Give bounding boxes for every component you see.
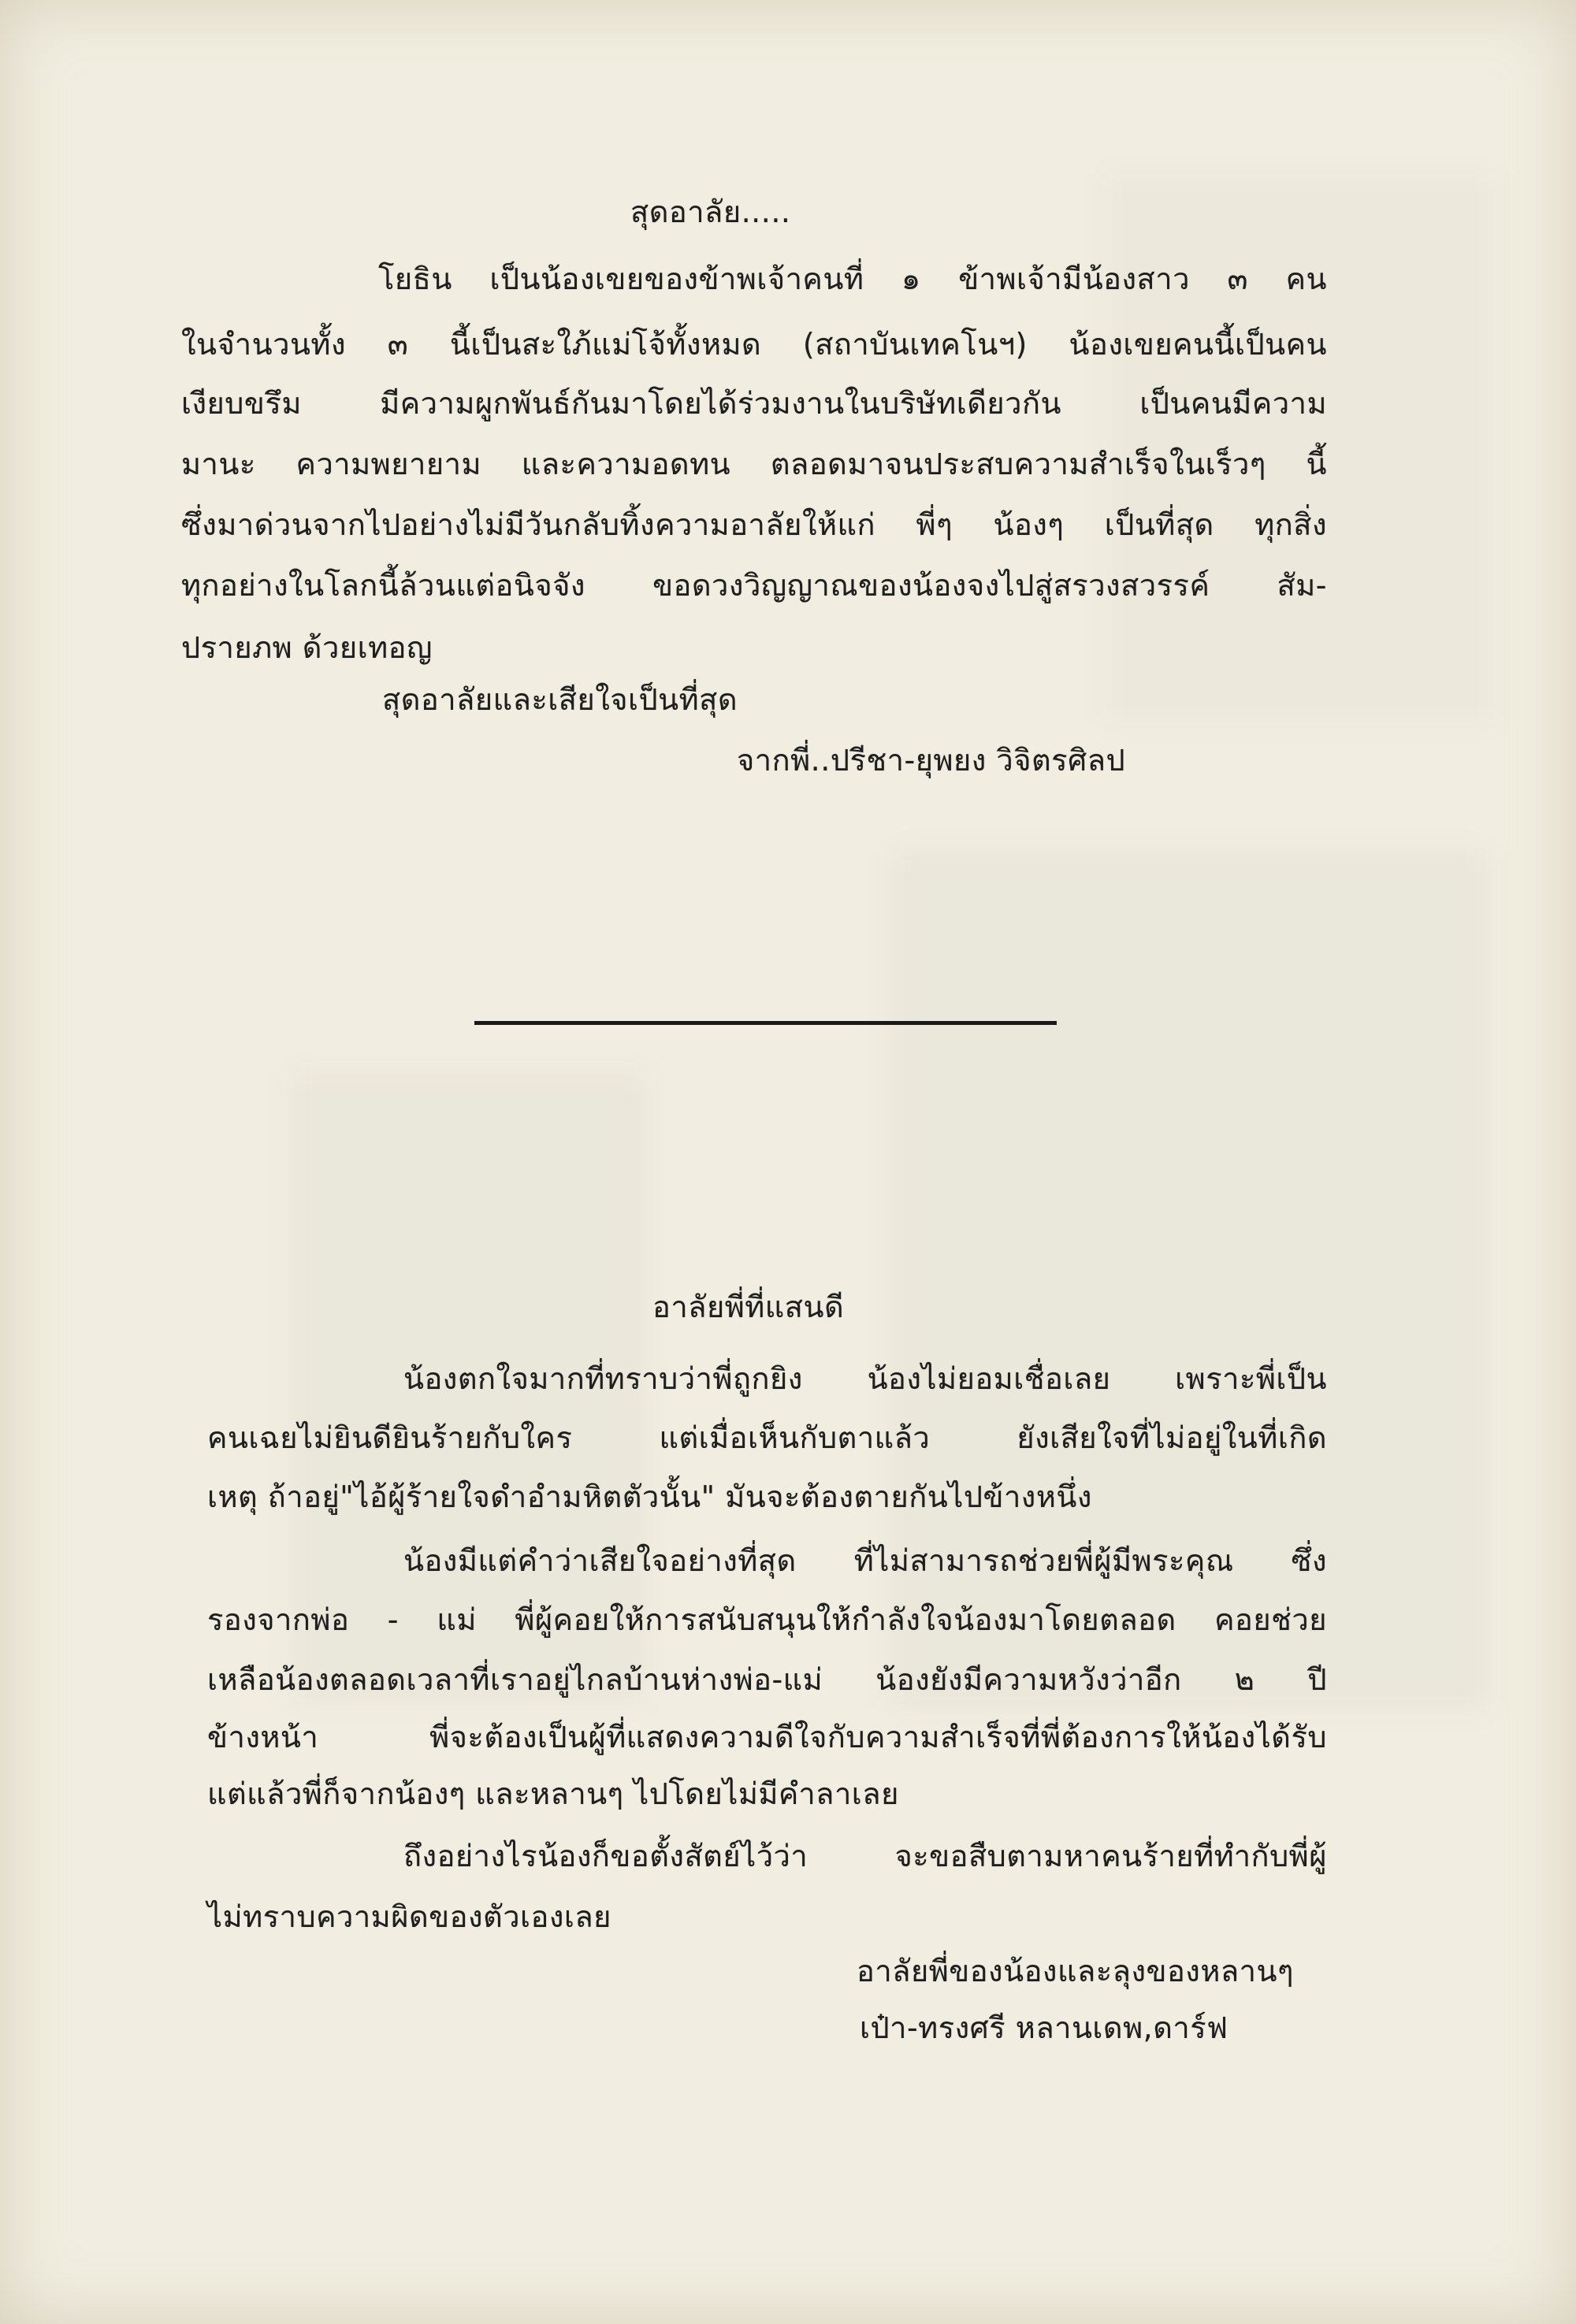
tribute-1-signature: จากพี่..ปรีชา-ยุพยง วิจิตรศิลป [737, 743, 1126, 778]
text-line: เงียบขรึม มีความผูกพันธ์กันมาโดยได้ร่วมงานในบริษัทเดียวกัน เป็นคนมีความ [181, 386, 1327, 421]
text-line: ในจำนวนทั้ง ๓ นี้เป็นสะใภ้แม่โจ้ทั้งหมด (สถาบันเทคโนฯ) น้องเขยคนนี้เป็นคน [181, 327, 1327, 362]
text-line: เหลือน้องตลอดเวลาที่เราอยู่ไกลบ้านห่างพ่อ-แม่ น้องยังมีความหวังว่าอีก ๒ ปี [207, 1662, 1327, 1697]
text-line: เหตุ ถ้าอยู่"ไอ้ผู้ร้ายใจดำอำมหิตตัวนั้น" มันจะต้องตายกันไปข้างหนึ่ง [207, 1479, 1092, 1514]
tribute-1-title: สุดอาลัย..... [630, 195, 791, 229]
text-line: มานะ ความพยายาม และความอดทน ตลอดมาจนประสบความสำเร็จในเร็วๆ นี้ [181, 447, 1327, 481]
text-line: ไม่ทราบความผิดของตัวเองเลย [207, 1899, 611, 1934]
section-divider [474, 1021, 1057, 1025]
text-line: คนเฉยไม่ยินดียินร้ายกับใคร แต่เมื่อเห็นกับตาแล้ว ยังเสียใจที่ไม่อยู่ในที่เกิด [207, 1420, 1327, 1455]
text-line: ถึงอย่างไรน้องก็ขอตั้งสัตย์ไว้ว่า จะขอสืบตามหาคนร้ายที่ทำกับพี่ผู้ [403, 1839, 1327, 1873]
text-line: แต่แล้วพี่ก็จากน้องๆ และหลานๆ ไปโดยไม่มีคำลาเลย [207, 1776, 899, 1811]
text-line: รองจากพ่อ - แม่ พี่ผู้คอยให้การสนับสนุนให้กำลังใจน้องมาโดยตลอด คอยช่วย [207, 1602, 1327, 1637]
text-line: น้องมีแต่คำว่าเสียใจอย่างที่สุด ที่ไม่สามารถช่วยพี่ผู้มีพระคุณ ซึ่ง [403, 1543, 1327, 1578]
tribute-1-closing: สุดอาลัยและเสียใจเป็นที่สุด [382, 682, 738, 717]
text-line: น้องตกใจมากที่ทราบว่าพี่ถูกยิง น้องไม่ยอมเชื่อเลย เพราะพี่เป็น [403, 1361, 1327, 1396]
text-line: ซึ่งมาด่วนจากไปอย่างไม่มีวันกลับทิ้งความอาลัยให้แก่ พี่ๆ น้องๆ เป็นที่สุด ทุกสิ่ง [181, 507, 1327, 542]
text-line: ปรายภพ ด้วยเทอญ [181, 630, 433, 665]
text-line: โยธิน เป็นน้องเขยของข้าพเจ้าคนที่ ๑ ข้าพเจ้ามีน้องสาว ๓ คน [378, 262, 1327, 296]
tribute-2-signature-names: เป๋า-ทรงศรี หลานเดพ,ดาร์ฟ [860, 2010, 1228, 2045]
tribute-2-signature-line: อาลัยพี่ของน้องและลุงของหลานๆ [857, 1954, 1294, 1988]
tribute-2-title: อาลัยพี่ที่แสนดี [652, 1290, 845, 1324]
text-line: ทุกอย่างในโลกนี้ล้วนแต่อนิจจัง ขอดวงวิญญาณของน้องจงไปสู่สรวงสวรรค์ สัม- [181, 568, 1327, 603]
text-line: ข้างหน้า พี่จะต้องเป็นผู้ที่แสดงความดีใจกับความสำเร็จที่พี่ต้องการให้น้องได้รับ [207, 1720, 1327, 1754]
